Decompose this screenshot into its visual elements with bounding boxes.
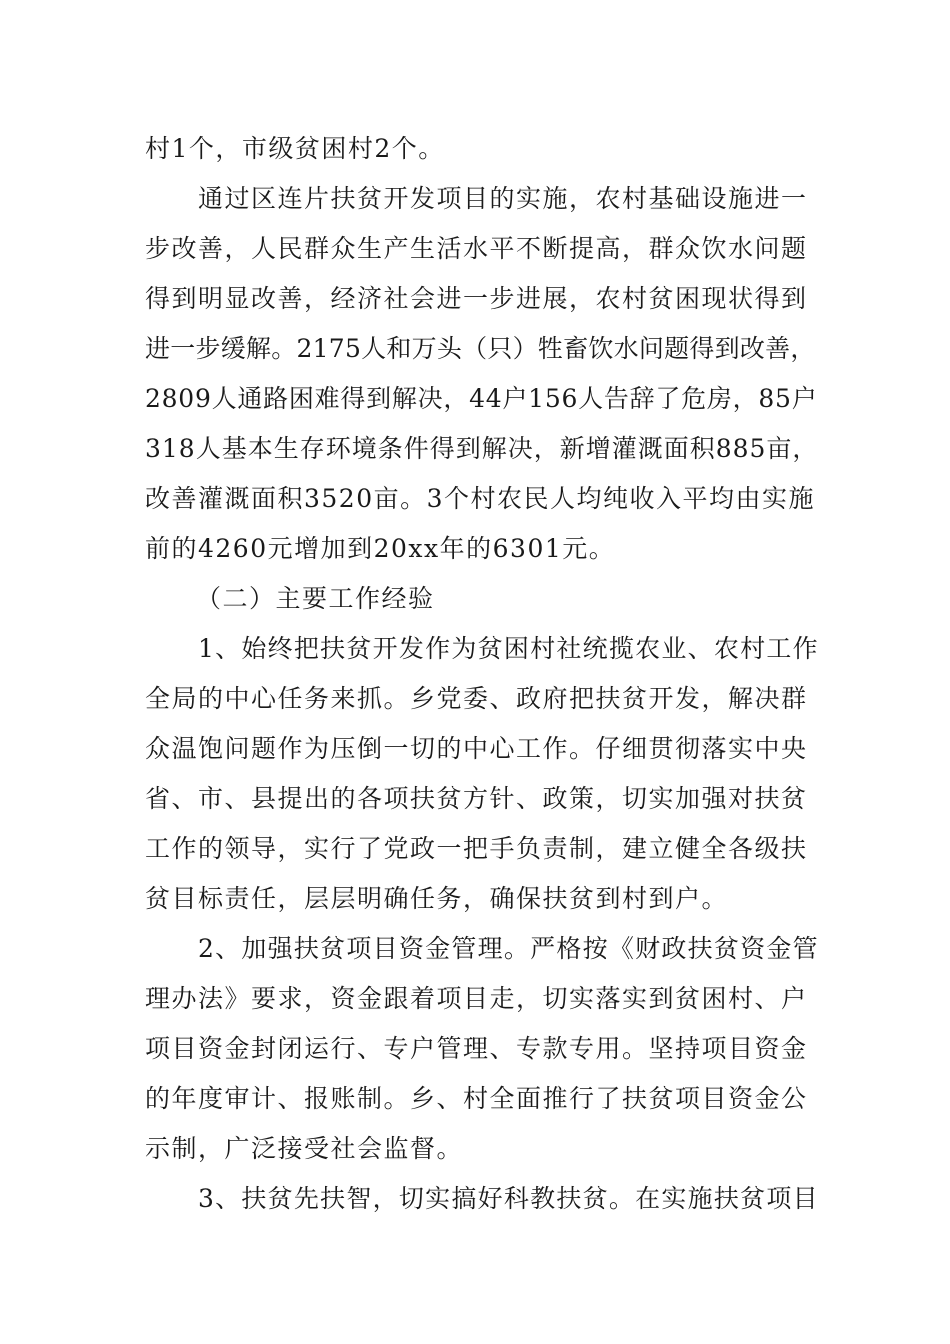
body-text-line: 全局的中心任务来抓。乡党委、政府把扶贫开发，解决群: [145, 684, 808, 713]
body-text-line: 省、市、县提出的各项扶贫方针、政策，切实加强对扶贫: [145, 784, 808, 813]
body-text-line: 改善灌溉面积3520亩。3个村农民人均纯收入平均由实施: [145, 484, 816, 513]
paragraph-first-line: 3、扶贫先扶智，切实搞好科教扶贫。在实施扶贫项目: [198, 1184, 819, 1213]
body-text-line: 众温饱问题作为压倒一切的中心工作。仔细贯彻落实中央: [145, 734, 808, 763]
body-text-line: 前的4260元增加到20xx年的6301元。: [145, 534, 616, 563]
body-text-line: 项目资金封闭运行、专户管理、专款专用。坚持项目资金: [145, 1034, 808, 1063]
paragraph-first-line: 1、始终把扶贫开发作为贫困村社统揽农业、农村工作: [198, 634, 819, 663]
body-text-line: 理办法》要求，资金跟着项目走，切实落实到贫困村、户: [145, 984, 808, 1013]
body-text-line: 得到明显改善，经济社会进一步进展，农村贫困现状得到: [145, 284, 808, 313]
body-text-line: 步改善，人民群众生产生活水平不断提高，群众饮水问题: [145, 234, 808, 263]
body-text-line: 贫目标责任，层层明确任务，确保扶贫到村到户。: [145, 884, 729, 913]
body-text-line: 的年度审计、报账制。乡、村全面推行了扶贫项目资金公: [145, 1084, 808, 1113]
body-text-line: 进一步缓解。2175人和万头（只）牲畜饮水问题得到改善，: [145, 334, 816, 363]
section-heading: （二）主要工作经验: [196, 584, 435, 613]
paragraph-first-line: 通过区连片扶贫开发项目的实施，农村基础设施进一: [198, 184, 808, 213]
body-text-line: 2809人通路困难得到解决，44户156人告辞了危房，85户: [145, 384, 818, 413]
body-text-line: 318人基本生存环境条件得到解决，新增灌溉面积885亩，: [145, 434, 819, 463]
body-text-line: 工作的领导，实行了党政一把手负责制，建立健全各级扶: [145, 834, 808, 863]
paragraph-first-line: 2、加强扶贫项目资金管理。严格按《财政扶贫资金管: [198, 934, 819, 963]
body-text-line: 示制，广泛接受社会监督。: [145, 1134, 464, 1163]
body-text-line: 村1个，市级贫困村2个。: [145, 134, 445, 163]
